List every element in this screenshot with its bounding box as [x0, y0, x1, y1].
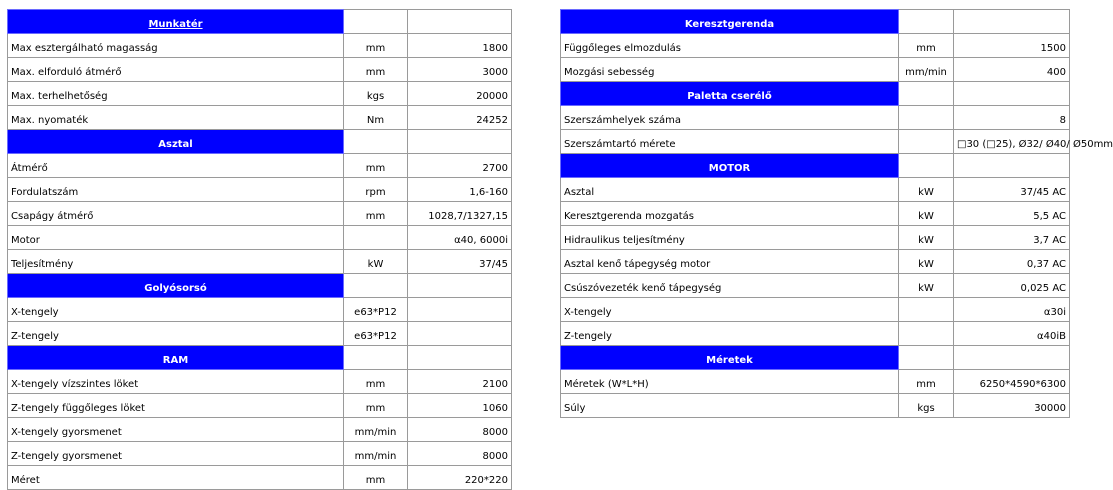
empty-cell — [408, 274, 512, 298]
spec-name: Fordulatszám — [8, 178, 344, 202]
section-title: Paletta cserélő — [561, 82, 899, 106]
spec-name: Hidraulikus teljesítmény — [561, 226, 899, 250]
spec-name: Max. elforduló átmérő — [8, 58, 344, 82]
spec-value: α40, 6000i — [408, 226, 512, 250]
spec-name: Z-tengely gyorsmenet — [8, 442, 344, 466]
spec-unit: e63*P12 — [344, 298, 408, 322]
section-header-meretek — [561, 346, 1070, 370]
spec-row — [8, 34, 512, 58]
spec-value: 1060 — [408, 394, 512, 418]
empty-cell — [954, 82, 1070, 106]
spec-value: 3,7 AC — [954, 226, 1070, 250]
spec-value — [408, 298, 512, 322]
spec-value: 8000 — [408, 442, 512, 466]
spec-value: 30000 — [954, 394, 1070, 418]
spec-row — [8, 202, 512, 226]
empty-cell — [899, 82, 954, 106]
spec-value: 2100 — [408, 370, 512, 394]
spec-row — [8, 418, 512, 442]
spec-value: 2700 — [408, 154, 512, 178]
spec-row — [8, 250, 512, 274]
spec-row — [561, 106, 1070, 130]
spec-unit: mm — [899, 370, 954, 394]
empty-cell — [408, 10, 512, 34]
spec-unit: kW — [899, 226, 954, 250]
spec-row — [561, 202, 1070, 226]
spec-name: Max esztergálható magasság — [8, 34, 344, 58]
empty-cell — [344, 274, 408, 298]
section-header-asztal — [8, 130, 512, 154]
spec-unit: e63*P12 — [344, 322, 408, 346]
spec-name: Mozgási sebesség — [561, 58, 899, 82]
spec-unit: mm — [344, 58, 408, 82]
left-spec-table — [7, 9, 512, 490]
section-title: Méretek — [561, 346, 899, 370]
empty-cell — [899, 346, 954, 370]
spec-unit — [899, 322, 954, 346]
spec-name: X-tengely gyorsmenet — [8, 418, 344, 442]
spec-value: 20000 — [408, 82, 512, 106]
spec-row — [561, 58, 1070, 82]
spec-value: 8 — [954, 106, 1070, 130]
spec-name: Keresztgerenda mozgatás — [561, 202, 899, 226]
spec-name: Szerszámhelyek száma — [561, 106, 899, 130]
spec-row — [8, 178, 512, 202]
spec-row — [8, 442, 512, 466]
spec-value: 1500 — [954, 34, 1070, 58]
section-title: MOTOR — [561, 154, 899, 178]
spec-unit: kW — [899, 178, 954, 202]
spec-value: 220*220 — [408, 466, 512, 490]
spec-name: Z-tengely — [561, 322, 899, 346]
spec-unit: mm — [344, 34, 408, 58]
spec-value: 0,37 AC — [954, 250, 1070, 274]
section-title: RAM — [8, 346, 344, 370]
spec-name: Z-tengely függőleges löket — [8, 394, 344, 418]
spec-name: Méret — [8, 466, 344, 490]
spec-row — [561, 178, 1070, 202]
spec-row — [561, 250, 1070, 274]
spec-unit: mm — [344, 466, 408, 490]
spec-unit: kgs — [344, 82, 408, 106]
spec-name: Átmérő — [8, 154, 344, 178]
empty-cell — [899, 10, 954, 34]
spec-row — [8, 58, 512, 82]
spec-unit: mm — [344, 370, 408, 394]
spec-value: α40iB — [954, 322, 1070, 346]
spec-unit: mm/min — [899, 58, 954, 82]
spec-name: Asztal — [561, 178, 899, 202]
empty-cell — [899, 154, 954, 178]
right-spec-table — [560, 9, 1113, 418]
empty-cell — [344, 10, 408, 34]
section-header-golyosorso — [8, 274, 512, 298]
spec-row — [561, 394, 1070, 418]
section-title: Asztal — [8, 130, 344, 154]
spec-unit — [899, 298, 954, 322]
spec-unit — [899, 106, 954, 130]
spec-name: Súly — [561, 394, 899, 418]
spec-row — [561, 370, 1070, 394]
section-header-paletta-cserelo — [561, 82, 1070, 106]
spec-unit — [344, 226, 408, 250]
spec-name: Z-tengely — [8, 322, 344, 346]
spec-value: 3000 — [408, 58, 512, 82]
spec-value: 37/45 — [408, 250, 512, 274]
empty-cell — [954, 154, 1070, 178]
spec-unit — [899, 130, 954, 154]
spec-row — [561, 130, 1070, 154]
spec-value: 0,025 AC — [954, 274, 1070, 298]
spec-name: Teljesítmény — [8, 250, 344, 274]
spec-unit: mm/min — [344, 442, 408, 466]
empty-cell — [408, 130, 512, 154]
spec-row — [8, 154, 512, 178]
spec-value: 24252 — [408, 106, 512, 130]
spec-unit: Nm — [344, 106, 408, 130]
spec-value: α30i — [954, 298, 1070, 322]
spec-name: Függőleges elmozdulás — [561, 34, 899, 58]
spec-unit: mm — [344, 394, 408, 418]
spec-row — [8, 322, 512, 346]
spec-name: Motor — [8, 226, 344, 250]
spec-value — [408, 322, 512, 346]
spec-row — [561, 274, 1070, 298]
spec-row — [8, 394, 512, 418]
spec-value: 1800 — [408, 34, 512, 58]
empty-cell — [954, 346, 1070, 370]
spec-name: Max. terhelhetőség — [8, 82, 344, 106]
empty-cell — [344, 130, 408, 154]
spec-unit: mm — [899, 34, 954, 58]
spec-row — [561, 34, 1070, 58]
spec-name: Szerszámtartó mérete — [561, 130, 899, 154]
spec-value: 8000 — [408, 418, 512, 442]
spec-row — [8, 106, 512, 130]
spec-name: Csúszóvezeték kenő tápegység — [561, 274, 899, 298]
spec-unit: kW — [344, 250, 408, 274]
empty-cell — [954, 10, 1070, 34]
section-header-keresztgerenda — [561, 10, 1070, 34]
spec-row — [8, 466, 512, 490]
section-header-munkater — [8, 10, 512, 34]
spec-name: Csapágy átmérő — [8, 202, 344, 226]
spec-unit: kW — [899, 274, 954, 298]
spec-name: X-tengely — [8, 298, 344, 322]
spec-row — [8, 82, 512, 106]
spec-unit: mm — [344, 202, 408, 226]
spec-row — [561, 322, 1070, 346]
spec-unit: kW — [899, 250, 954, 274]
spec-name: Méretek (W*L*H) — [561, 370, 899, 394]
spec-value: 400 — [954, 58, 1070, 82]
spec-unit: kgs — [899, 394, 954, 418]
spec-unit: kW — [899, 202, 954, 226]
spec-name: Asztal kenő tápegység motor — [561, 250, 899, 274]
spec-value: □30 (□25), Ø32/ Ø40/ Ø50mm — [954, 130, 1070, 154]
spec-row — [8, 298, 512, 322]
spec-name: X-tengely vízszintes löket — [8, 370, 344, 394]
spec-value: 1028,7/1327,15 — [408, 202, 512, 226]
section-header-ram — [8, 346, 512, 370]
spec-unit: mm — [344, 154, 408, 178]
empty-cell — [408, 346, 512, 370]
spec-row — [561, 226, 1070, 250]
section-title: Keresztgerenda — [561, 10, 899, 34]
spec-row — [8, 226, 512, 250]
spec-unit: mm/min — [344, 418, 408, 442]
spec-row — [8, 370, 512, 394]
spec-value: 37/45 AC — [954, 178, 1070, 202]
section-header-motor — [561, 154, 1070, 178]
spec-value: 6250*4590*6300 — [954, 370, 1070, 394]
spec-name: X-tengely — [561, 298, 899, 322]
section-title: Munkatér — [8, 10, 344, 34]
spec-value: 5,5 AC — [954, 202, 1070, 226]
empty-cell — [344, 346, 408, 370]
spec-value: 1,6-160 — [408, 178, 512, 202]
spec-unit: rpm — [344, 178, 408, 202]
section-title: Golyósorsó — [8, 274, 344, 298]
spec-name: Max. nyomaték — [8, 106, 344, 130]
spec-row — [561, 298, 1070, 322]
